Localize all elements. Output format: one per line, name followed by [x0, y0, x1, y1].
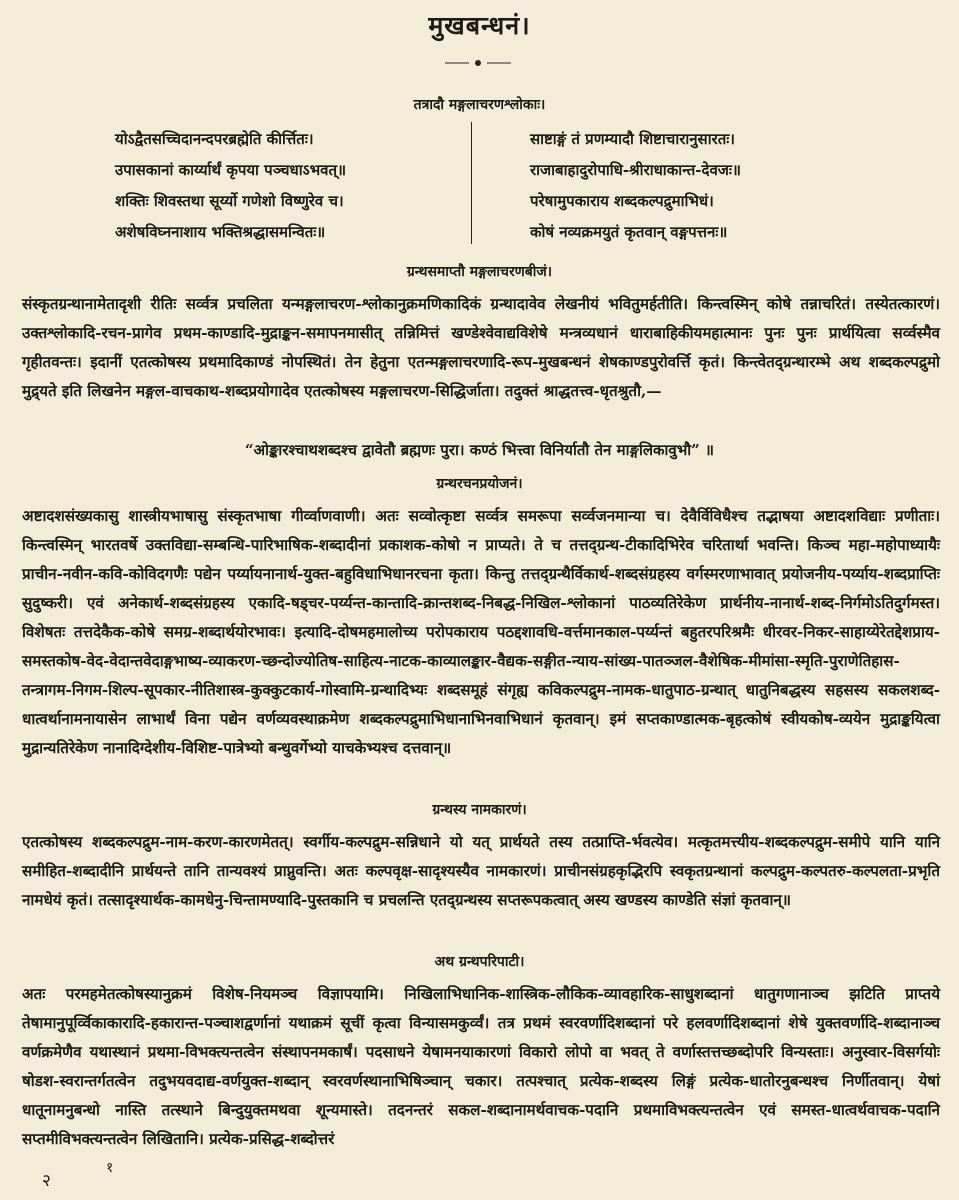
- verse-line: अशेषविघ्ननाशाय भक्तिश्रद्धासमन्वितः॥: [115, 223, 326, 241]
- paripati-paragraph: अतः परमहमेतत्कोषस्यानुक्रमं विशेष-नियमञ्च विज्ञापयामि। निखिलाभिधानिक-शास्त्रिक-लौकिक-व्यावहारिक-साधुशब्दानां धातुगणानाञ्च झटिति प्राप्तये तेषामानुपूर्व्विकाकारादि-हकारान्त-पञ्चाशद्वर्णानां यथाक्रमं सूचीं कृत्वा विन्यासमकुर्व्वं। तत्र प्रथमं स्वरवर्णादिशब्दानां परे हलवर्णादिशब्दानां शेषे युक्तवर्णादि-शब्दानाञ्च वर्णक्रमेणैव यथास्थानं प्रथमा-विभक्त्यन्तत्वेन संस्थापनमकार्षं। पदसाधने येषामनयाकारणां विकारो लोपो वा भवत् ते वर्णास्तत्तच्छब्दोपरि विन्यस्ताः। अनुस्वार-विसर्गयोः षोडश-स्वरान्तर्गतत्वेन तदुभयवदाद्य-वर्णयुक्त-शब्दान् स्वरवर्णस्थानाभिषिञ्चान् चकार। तत्पश्चात् प्रत्येक-शब्दस्य लिङ्गं प्रत्येक-धातोरनुबन्धश्च निर्णीतवान्। येषां धातूनामनुबन्धो नास्ति तत्स्थाने बिन्दुयुक्तमथवा शून्यमास्ते। तदनन्तरं सकल-शब्दानामर्थवाचक-पदानि प्रथमाविभक्त्यन्तत्वेन एवं समस्त-धात्वर्थवाचक-पदानि सप्तमीविभक्त्यन्तत्वेन लिखितानि। प्रत्येक-प्रसिद्ध-शब्दोत्तरं: [22, 985, 940, 1148]
- samapti-paragraph: संस्कृतग्रन्थानामेतादृशी रीतिः सर्व्वत्र प्रचलिता यन्मङ्गलाचरण-श्लोकानुक्रमणिकादिकं ग्रन्थादावेव लेखनीयं भवितुमर्हतीति। किन्त्वस्मिन् कोषे तन्नाचरितं। तस्येतत्कारणं। उक्तश्लोकादि-रचन-प्रागेव प्रथम-काण्डादि-मुद्राङ्कन-समापनमासीत् तन्निमित्तं खण्डेश्वेवाद्यविशेषे मन्त्रव्यधानं धाराबाहिकीयमहात्मानः पुनः पुनः प्रार्थयित्वा सर्व्वस्मैव गृहीतवन्तः। इदानीं एतत्कोषस्य प्रथमादिकाण्डं नोपस्थितं। तेन हेतुना एतन्मङ्गलाचरणादि-रूप-मुखबन्धनं शेषकाण्डपुरोवर्त्ति कृतं। किन्त्वेतद्ग्रन्थारम्भे अथ शब्दकल्पद्रुमो मुद्र्यते इति लिखनेन मङ्गल-वाचकाथ-शब्दप्रयोगादेव एतत्कोषस्य मङ्गलाचरण-सिद्धिर्जाता। तदुक्तं श्राद्धतत्त्व-धृतश्रुतौ,—: [22, 295, 940, 400]
- verses-right: [530, 124, 830, 248]
- verse-line: योऽद्वैतसच्चिदानन्दपरब्रह्मेति कीर्त्तितः।: [115, 130, 314, 148]
- prayojana-paragraph: अष्टादशसंख्यकासु शास्त्रीयभाषासु संस्कृतभाषा गीर्व्वाणवाणी। अतः सव्वोत्कृष्टा सर्व्वत्र समरूपा सर्व्वजनमान्या च। देवैर्विविधैश्च तद्भाषया अष्टादशविद्याः प्रणीताः। किन्त्वस्मिन् भारतवर्षे उक्तविद्या-सम्बन्धि-पारिभाषिक-शब्दादीनां प्रकाशक-कोषो न प्राप्यते। ते च तत्तद्ग्रन्थ-टीकादिभिरेव चरितार्था भवन्ति। किञ्च महा-महोपाध्यायैः प्राचीन-नवीन-कवि-कोविदगणैः पद्येन पर्य्यायनानार्थ-युक्त-बहुविधाभिधानरचना कृता। किन्तु तत्तद्ग्रन्थैर्विकार्थ-शब्दसंग्रहस्य वर्गस्मरणाभावात् प्रयोजनीय-पर्य्याय-शब्दप्राप्तिः सुदुष्करी। एवं अनेकार्थ-शब्दसंग्रहस्य एकादि-षड्चर-पर्य्यन्त-कान्तादि-क्रान्तशब्द-निबद्ध-निखिल-श्लोकानां पाठव्यतिरेकेण प्रार्थनीय-नानार्थ-शब्द-निर्गमोऽतिदुर्गमस्त। विशेषतः तत्तदेकैक-कोषे समग्र-शब्दार्थयोरभावः। इत्यादि-दोषमहमालोच्य परोपकाराय पठद्दशावधि-वर्त्तमानकाल-पर्य्यन्तं बहुतरपरिश्रमैः धीरवर-निकर-साहाय्येरेतद्देशप्राय-समस्तकोष-वेद-वेदान्तवेदाङ्गभाष्य-व्याकरण-च्छन्दोज्योतिष-साहित्य-नाटक-काव्यालङ्कार-वैद्यक-सङ्गीत-न्याय-सांख्य-पातञ्जल-वैशेषिक-मीमांसा-स्मृति-पुराणेतिहास-तन्त्रागम-निगम-शिल्प-सूपकार-नीतिशास्त्र-कुक्कुटकार्य-गोस्वामि-ग्रन्थादिभ्यः शब्दसमूहं संगृह्य कविकल्पद्रुम-नामक-धातुपाठ-ग्रन्थात् धातुनिबद्धस्य सहसस्य सकलशब्द-धात्वर्थानामनायासेन लाभार्थं विना पद्येन वर्णव्यवस्थाक्रमेण शब्दकल्पद्रुमाभिधानाभिनवाभिधानं कृतवान्। इमं सप्तकाण्डात्मक-बृहत्कोषं स्वीयकोष-व्ययेन मुद्राङ्कयित्वा मुद्रान्यतिरेकेण नानादिग्देशीय-विशिष्ट-पात्रेभ्यो बन्धुवर्गेभ्यो याचकेभ्यश्च दत्तवान्॥: [22, 507, 940, 757]
- paripati-heading: अथ ग्रन्थपरिपाटी।: [434, 954, 525, 970]
- verses-left: [115, 124, 460, 248]
- namakarana-heading: ग्रन्थस्य नामकारणं।: [432, 802, 527, 818]
- ornament-divider: [445, 58, 511, 68]
- verse-line: कोषं नव्यक्रमयुतं कृतवान् वङ्गपत्तनः॥: [530, 223, 728, 241]
- samapti-heading: ग्रन्थसमाप्तौ मङ्गलाचरणबीजं।: [406, 264, 553, 280]
- signature-mark: १: [106, 1160, 114, 1176]
- verse-line: साष्टाङ्गं तं प्रणम्यादौ शिष्टाचारानुसारतः।: [530, 130, 735, 148]
- verse-divider: [471, 122, 472, 244]
- page-number: २: [42, 1171, 51, 1191]
- prayojana-heading: ग्रन्थरचनप्रयोजनं।: [436, 476, 523, 492]
- mangala-heading: तत्रादौ मङ्गलाचरणश्लोकाः।: [413, 97, 546, 113]
- verse-line: उपासकानां कार्य्यार्थं कृपया पञ्चधाऽभवत्॥: [115, 161, 347, 179]
- page-title: मुखबन्धनं।: [428, 11, 531, 40]
- verse-line: राजाबाहादुरोपाधि-श्रीराधाकान्त-देवजः॥: [530, 161, 741, 179]
- quote-line: “ओङ्कारश्चाथशब्दश्च द्वावेतौ ब्रह्मणः पुरा। कण्ठं भित्त्वा विनिर्यातौ तेन माङ्गलिकावुभौ” ॥: [244, 441, 715, 459]
- verse-line: परेषामुपकाराय शब्दकल्पद्रुमाभिधं।: [530, 192, 714, 210]
- namakarana-paragraph: एतत्कोषस्य शब्दकल्पद्रुम-नाम-करण-कारणमेतत्। स्वर्गीय-कल्पद्रुम-सन्निधाने यो यत् प्रार्थयते तस्य तत्प्राप्ति-र्भवत्येव। मत्कृतमत्त्यीय-शब्दकल्पद्रुम-समीपे यानि यानि समीहित-शब्दादीनि प्रार्थयन्ते तानि तान्यवश्यं प्राप्नुवन्ति। अतः कल्पवृक्ष-सादृश्यस्यैव नामकारणं। प्राचीनसंग्रहकृद्भिरपि स्वकृतग्रन्थानां कल्पद्रुम-कल्पतरु-कल्पलता-प्रभृति नामधेयं कृतं। तत्सादृश्यार्थक-कामधेनु-चिन्तामण्यादि-पुस्तकानि च प्रचलन्ति एतद्ग्रन्थस्य सप्तरूपकत्वात् अस्य खण्डस्य काण्डेति संज्ञां कृतवान्॥: [22, 833, 940, 909]
- verse-line: शक्तिः शिवस्तथा सूर्य्यो गणेशो विष्णुरेव च।: [115, 192, 344, 210]
